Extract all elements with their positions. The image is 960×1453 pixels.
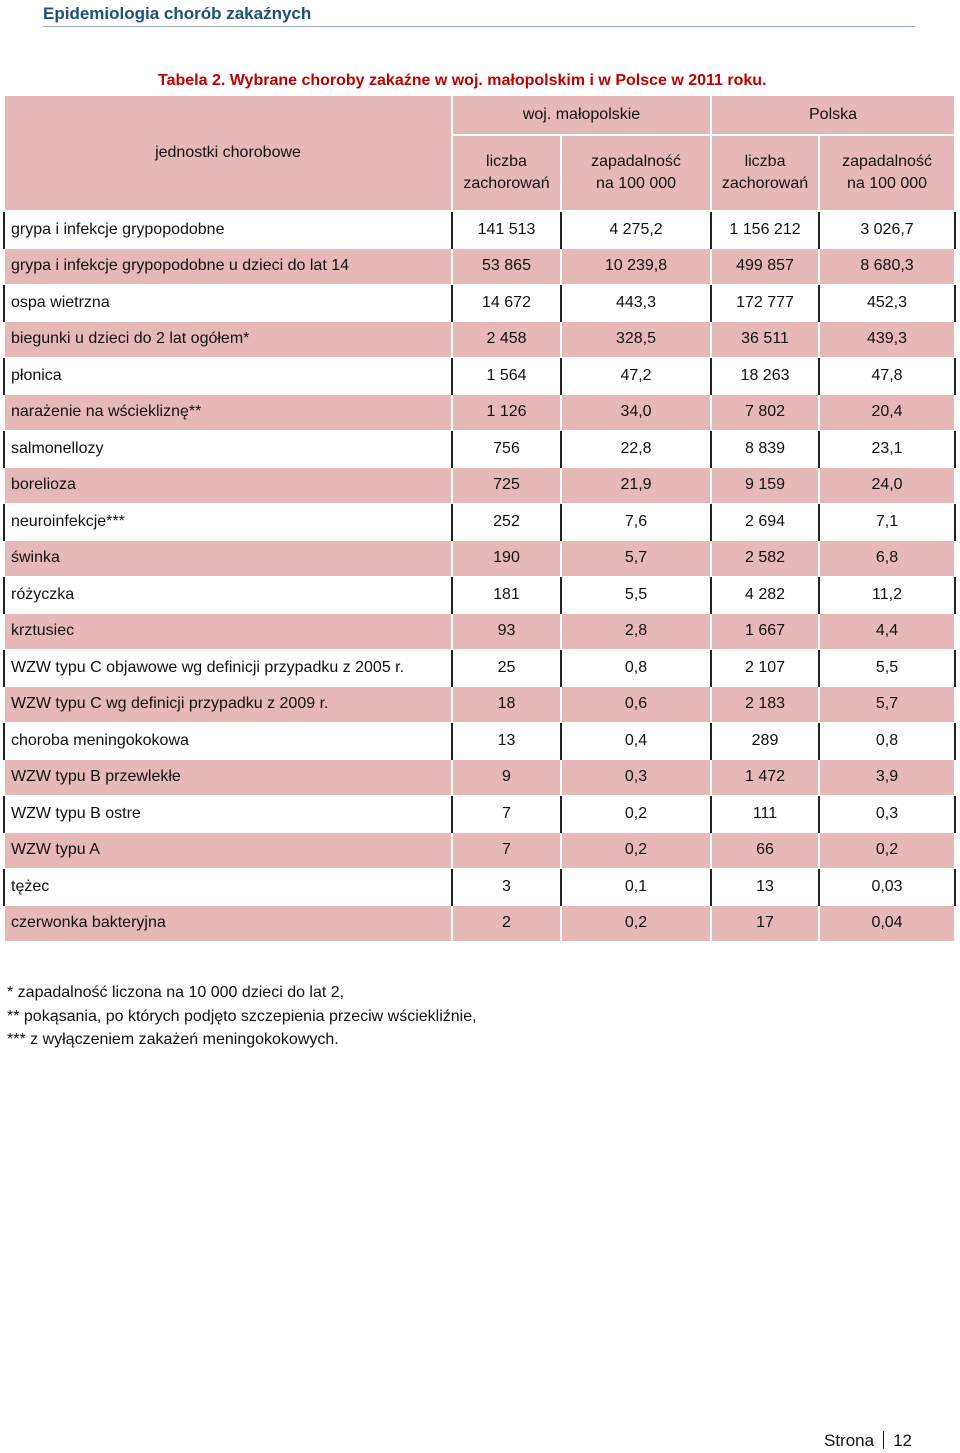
value-cell: 443,3 xyxy=(561,285,711,322)
disease-name: narażenie na wściekliznę** xyxy=(4,394,452,431)
footnote: ** pokąsania, po których podjęto szczepienia przeciw wściekliźnie, xyxy=(7,1007,477,1025)
value-cell: 0,2 xyxy=(561,796,711,833)
disease-name: WZW typu B przewlekłe xyxy=(4,759,452,796)
value-cell: 0,8 xyxy=(561,650,711,687)
table-row xyxy=(4,321,955,358)
value-cell: 0,3 xyxy=(819,796,955,833)
table-row xyxy=(4,613,955,650)
value-cell: 13 xyxy=(711,869,819,906)
value-cell: 2 458 xyxy=(452,321,561,358)
corner-header: jednostki chorobowe xyxy=(4,95,452,211)
value-cell: 4 282 xyxy=(711,577,819,614)
disease-name: biegunki u dzieci do 2 lat ogółem* xyxy=(4,321,452,358)
value-cell: 17 xyxy=(711,905,819,942)
value-cell: 10 239,8 xyxy=(561,248,711,285)
table-row xyxy=(4,759,955,796)
value-cell: 8 839 xyxy=(711,431,819,468)
value-cell: 9 xyxy=(452,759,561,796)
group-header-malopolskie: woj. małopolskie xyxy=(452,95,711,135)
table-caption: Tabela 2. Wybrane choroby zakaźne w woj. małopolskim i w Polsce w 2011 roku. xyxy=(158,72,767,89)
subheader-line: na 100 000 xyxy=(595,175,677,192)
value-cell: 93 xyxy=(452,613,561,650)
value-cell: 7,1 xyxy=(819,504,955,541)
disease-name: neuroinfekcje*** xyxy=(4,504,452,541)
value-cell: 1 564 xyxy=(452,358,561,395)
value-cell: 1 667 xyxy=(711,613,819,650)
value-cell: 9 159 xyxy=(711,467,819,504)
value-cell: 4 275,2 xyxy=(561,211,711,248)
disease-name: borelioza xyxy=(4,467,452,504)
value-cell: 7,6 xyxy=(561,504,711,541)
value-cell: 14 672 xyxy=(452,285,561,322)
disease-name: WZW typu C wg definicji przypadku z 2009 r. xyxy=(4,686,452,723)
value-cell: 25 xyxy=(452,650,561,687)
value-cell: 4,4 xyxy=(819,613,955,650)
page-separator xyxy=(883,1431,884,1449)
value-cell: 0,8 xyxy=(819,723,955,760)
value-cell: 7 xyxy=(452,796,561,833)
value-cell: 2 582 xyxy=(711,540,819,577)
value-cell: 0,3 xyxy=(561,759,711,796)
subheader-cases-poland xyxy=(711,135,819,211)
running-header: Epidemiologia chorób zakaźnych xyxy=(43,4,915,27)
value-cell: 0,6 xyxy=(561,686,711,723)
table-row xyxy=(4,211,955,248)
value-cell: 439,3 xyxy=(819,321,955,358)
footnote: * zapadalność liczona na 10 000 dzieci do lat 2, xyxy=(7,984,345,1001)
page-label: Strona xyxy=(824,1431,875,1450)
subheader-line: liczba xyxy=(744,153,786,170)
value-cell: 2 107 xyxy=(711,650,819,687)
value-cell: 0,2 xyxy=(561,832,711,869)
value-cell: 0,1 xyxy=(561,869,711,906)
value-cell: 111 xyxy=(711,796,819,833)
disease-name: WZW typu A xyxy=(4,832,452,869)
table-row xyxy=(4,248,955,285)
value-cell: 20,4 xyxy=(819,394,955,431)
table-row xyxy=(4,650,955,687)
footnotes xyxy=(7,981,477,1052)
value-cell: 5,7 xyxy=(561,540,711,577)
table-row xyxy=(4,832,955,869)
disease-name: płonica xyxy=(4,358,452,395)
disease-name: krztusiec xyxy=(4,613,452,650)
value-cell: 24,0 xyxy=(819,467,955,504)
subheader-incidence-poland xyxy=(819,135,955,211)
table-row xyxy=(4,686,955,723)
value-cell: 452,3 xyxy=(819,285,955,322)
value-cell: 7 xyxy=(452,832,561,869)
value-cell: 2,8 xyxy=(561,613,711,650)
value-cell: 0,2 xyxy=(819,832,955,869)
value-cell: 5,5 xyxy=(819,650,955,687)
disease-name: WZW typu C objawowe wg definicji przypadku z 2005 r. xyxy=(4,650,452,687)
value-cell: 0,4 xyxy=(561,723,711,760)
table-row xyxy=(4,905,955,942)
value-cell: 47,8 xyxy=(819,358,955,395)
disease-name: czerwonka bakteryjna xyxy=(4,905,452,942)
table-row xyxy=(4,285,955,322)
value-cell: 141 513 xyxy=(452,211,561,248)
value-cell: 5,7 xyxy=(819,686,955,723)
value-cell: 190 xyxy=(452,540,561,577)
table-row xyxy=(4,431,955,468)
value-cell: 5,5 xyxy=(561,577,711,614)
value-cell: 18 xyxy=(452,686,561,723)
value-cell: 1 126 xyxy=(452,394,561,431)
value-cell: 47,2 xyxy=(561,358,711,395)
value-cell: 22,8 xyxy=(561,431,711,468)
table-row xyxy=(4,577,955,614)
value-cell: 7 802 xyxy=(711,394,819,431)
value-cell: 3 026,7 xyxy=(819,211,955,248)
table-row xyxy=(4,467,955,504)
value-cell: 34,0 xyxy=(561,394,711,431)
value-cell: 181 xyxy=(452,577,561,614)
disease-name: świnka xyxy=(4,540,452,577)
subheader-incidence-region xyxy=(561,135,711,211)
disease-name: grypa i infekcje grypopodobne u dzieci do lat 14 xyxy=(4,248,452,285)
value-cell: 172 777 xyxy=(711,285,819,322)
value-cell: 18 263 xyxy=(711,358,819,395)
subheader-line: zapadalność xyxy=(842,153,932,170)
value-cell: 3,9 xyxy=(819,759,955,796)
subheader-line: zachorowań xyxy=(721,175,809,192)
footnote: *** z wyłączeniem zakażeń meningokokowych. xyxy=(7,1031,339,1048)
value-cell: 289 xyxy=(711,723,819,760)
value-cell: 36 511 xyxy=(711,321,819,358)
value-cell: 0,2 xyxy=(561,905,711,942)
subheader-line: liczba xyxy=(486,153,527,170)
table-body xyxy=(4,211,955,942)
disease-name: różyczka xyxy=(4,577,452,614)
subheader-line: zapadalność xyxy=(591,153,681,170)
value-cell: 23,1 xyxy=(819,431,955,468)
table-row xyxy=(4,869,955,906)
value-cell: 2 xyxy=(452,905,561,942)
value-cell: 8 680,3 xyxy=(819,248,955,285)
value-cell: 725 xyxy=(452,467,561,504)
value-cell: 2 183 xyxy=(711,686,819,723)
table-row xyxy=(4,504,955,541)
value-cell: 756 xyxy=(452,431,561,468)
table-row xyxy=(4,723,955,760)
value-cell: 1 156 212 xyxy=(711,211,819,248)
table-row xyxy=(4,358,955,395)
table-row xyxy=(4,394,955,431)
value-cell: 0,03 xyxy=(819,869,955,906)
subheader-line: na 100 000 xyxy=(846,175,928,192)
value-cell: 328,5 xyxy=(561,321,711,358)
disease-name: choroba meningokokowa xyxy=(4,723,452,760)
subheader-line: zachorowań xyxy=(463,175,550,192)
subheader-cases-region xyxy=(452,135,561,211)
value-cell: 1 472 xyxy=(711,759,819,796)
value-cell: 13 xyxy=(452,723,561,760)
disease-name: salmonellozy xyxy=(4,431,452,468)
value-cell: 2 694 xyxy=(711,504,819,541)
page-footer xyxy=(824,1431,912,1451)
table-row xyxy=(4,540,955,577)
value-cell: 53 865 xyxy=(452,248,561,285)
disease-name: tężec xyxy=(4,869,452,906)
disease-name: ospa wietrzna xyxy=(4,285,452,322)
value-cell: 0,04 xyxy=(819,905,955,942)
disease-name: grypa i infekcje grypopodobne xyxy=(4,211,452,248)
value-cell: 252 xyxy=(452,504,561,541)
disease-name: WZW typu B ostre xyxy=(4,796,452,833)
table-row xyxy=(4,796,955,833)
value-cell: 6,8 xyxy=(819,540,955,577)
value-cell: 66 xyxy=(711,832,819,869)
value-cell: 499 857 xyxy=(711,248,819,285)
value-cell: 3 xyxy=(452,869,561,906)
group-header-polska: Polska xyxy=(711,95,955,135)
page-number: 12 xyxy=(893,1431,913,1450)
value-cell: 21,9 xyxy=(561,467,711,504)
value-cell: 11,2 xyxy=(819,577,955,614)
disease-table xyxy=(3,94,956,942)
